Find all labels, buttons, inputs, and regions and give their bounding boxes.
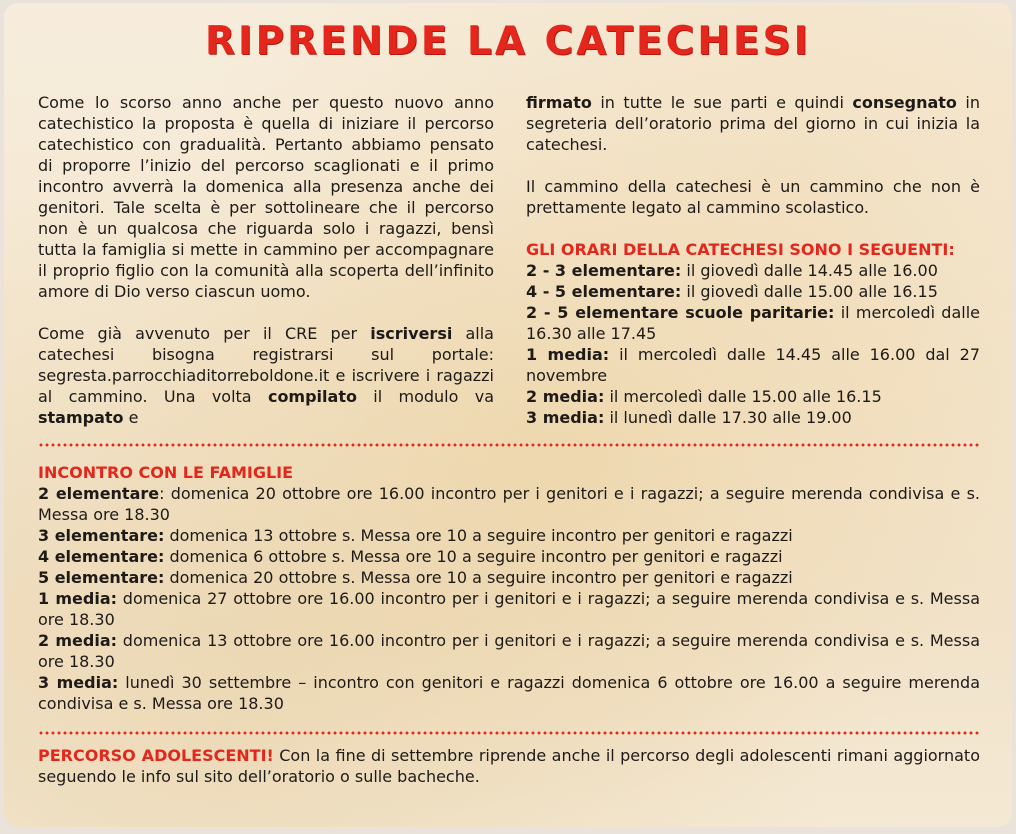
schedule-item-text: il lunedì dalle 17.30 alle 19.00: [604, 408, 852, 427]
family-meeting-item-text: : domenica 20 ottobre ore 16.00 incontro per i genitori e i ragazzi; a seguire merenda condivisa e s. Messa ore 18.30: [38, 484, 980, 524]
registration-text: e: [123, 408, 139, 427]
family-meeting-item-label: 2 media:: [38, 631, 118, 650]
schedule-item-text: il mercoledì dalle 15.00 alle 16.15: [604, 387, 882, 406]
path-paragraph: Il cammino della catechesi è un cammino che non è prettamente legato al cammino scolastico.: [526, 177, 980, 217]
family-meeting-item-text: domenica 13 ottobre s. Messa ore 10 a seguire incontro per genitori e ragazzi: [164, 526, 793, 545]
dotted-divider: [38, 730, 980, 736]
left-column: [38, 92, 494, 428]
registration-text: alla catechesi bisogna registrarsi sul portale: segresta.parrocchiaditorreboldone.it e iscrivere i ragazzi al cammino. Una volta: [38, 324, 494, 406]
family-meeting-item-label: 3 elementare:: [38, 526, 165, 545]
family-meeting-item: [38, 546, 980, 567]
intro-paragraph: Come lo scorso anno anche per questo nuovo anno catechistico la proposta è quella di iniziare il percorso catechistico con gradualità. Pertanto abbiamo pensato di proporre l’inizio del percorso scaglionati e il primo incontro avverrà la domenica alla presenza anche dei genitori. Tale scelta è per sottolineare che il percorso non è un qualcosa che riguarda solo i ragazzi, bensì tutta la famiglia si mette in cammino per accompagnare il proprio figlio con la comunità alla scoperta dell’infinito amore di Dio verso ciascun uomo.: [38, 93, 494, 301]
submission-text: in segreteria dell’oratorio prima del giorno in cui inizia la catechesi.: [526, 93, 980, 154]
schedule-heading: GLI ORARI DELLA CATECHESI SONO I SEGUENTI:: [526, 240, 955, 259]
schedule-item: [526, 281, 980, 302]
compilato-emphasis: compilato: [267, 387, 357, 406]
page-title: RIPRENDE LA CATECHESI: [204, 19, 812, 64]
iscriversi-emphasis: iscriversi: [370, 324, 453, 343]
schedule-item: [526, 260, 980, 281]
consegnato-emphasis: consegnato: [852, 93, 957, 112]
stampato-emphasis: stampato: [38, 408, 124, 427]
schedule-item-label: 3 media:: [526, 408, 605, 427]
teen-path-paragraph: [38, 745, 980, 787]
family-meeting-item-text: domenica 27 ottobre ore 16.00 incontro per i genitori e i ragazzi; a seguire merenda condivisa e s. Messa ore 18.30: [38, 589, 980, 629]
family-meetings-heading: INCONTRO CON LE FAMIGLIE: [38, 463, 294, 482]
schedule-item-text: il mercoledì dalle 16.30 alle 17.45: [526, 303, 980, 343]
family-meeting-item-text: lunedì 30 settembre – incontro con genitori e ragazzi domenica 6 ottobre ore 16.00 a seguire merenda condivisa e s. Messa ore 18.30: [38, 673, 981, 713]
family-meeting-item-text: domenica 20 ottobre s. Messa ore 10 a seguire incontro per genitori e ragazzi: [164, 568, 793, 587]
schedule-item-text: il giovedì dalle 14.45 alle 16.00: [681, 261, 938, 280]
schedule-item-label: 1 media:: [526, 345, 610, 364]
registration-text: Come già avvenuto per il CRE per: [38, 324, 371, 343]
family-meeting-item-label: 3 media:: [38, 673, 119, 692]
schedule-item: [526, 302, 980, 344]
schedule-item: [526, 386, 980, 407]
family-meeting-item-label: 4 elementare:: [38, 547, 165, 566]
family-meeting-item-text: domenica 6 ottobre s. Messa ore 10 a seguire incontro per genitori e ragazzi: [164, 547, 783, 566]
registration-text: il modulo va: [356, 387, 495, 406]
dotted-divider: [38, 442, 980, 448]
bulletin-page: [4, 3, 1012, 827]
family-meeting-item-label: 1 media:: [38, 589, 118, 608]
firmato-emphasis: firmato: [526, 93, 592, 112]
family-meeting-item: [38, 525, 980, 546]
family-meeting-item: [38, 588, 980, 630]
schedule-item-label: 2 media:: [526, 387, 605, 406]
family-meeting-item-text: domenica 13 ottobre ore 16.00 incontro per i genitori e i ragazzi; a seguire merenda condivisa e s. Messa ore 18.30: [38, 631, 980, 671]
schedule-item-label: 4 - 5 elementare:: [526, 282, 682, 301]
teen-path-heading: PERCORSO ADOLESCENTI!: [38, 746, 274, 765]
schedule-item: [526, 407, 980, 428]
submission-text: in tutte le sue parti e quindi: [591, 93, 853, 112]
family-meeting-item: [38, 630, 980, 672]
schedule-item: [526, 344, 980, 386]
family-meeting-item: [38, 483, 980, 525]
right-column: [526, 92, 980, 428]
schedule-item-text: il mercoledì dalle 14.45 alle 16.00 dal 27 novembre: [526, 345, 980, 385]
schedule-item-text: il giovedì dalle 15.00 alle 16.15: [681, 282, 938, 301]
family-meeting-item: [38, 567, 980, 588]
family-meetings-list: [38, 483, 980, 714]
schedule-list: [526, 260, 980, 428]
schedule-item-label: 2 - 3 elementare:: [526, 261, 682, 280]
teen-path-section: [38, 745, 980, 787]
schedule-item-label: 2 - 5 elementare scuole paritarie:: [526, 303, 835, 322]
family-meeting-item-label: 5 elementare:: [38, 568, 165, 587]
family-meeting-item: [38, 672, 980, 714]
family-meeting-item-label: 2 elementare: [38, 484, 160, 503]
teen-path-text: Con la fine di settembre riprende anche il percorso degli adolescenti rimani aggiornato seguendo le info sul sito dell’oratorio o sulle bacheche.: [38, 746, 980, 786]
family-meetings-section: [38, 462, 980, 714]
submission-paragraph: [526, 92, 980, 155]
registration-paragraph: [38, 323, 494, 428]
